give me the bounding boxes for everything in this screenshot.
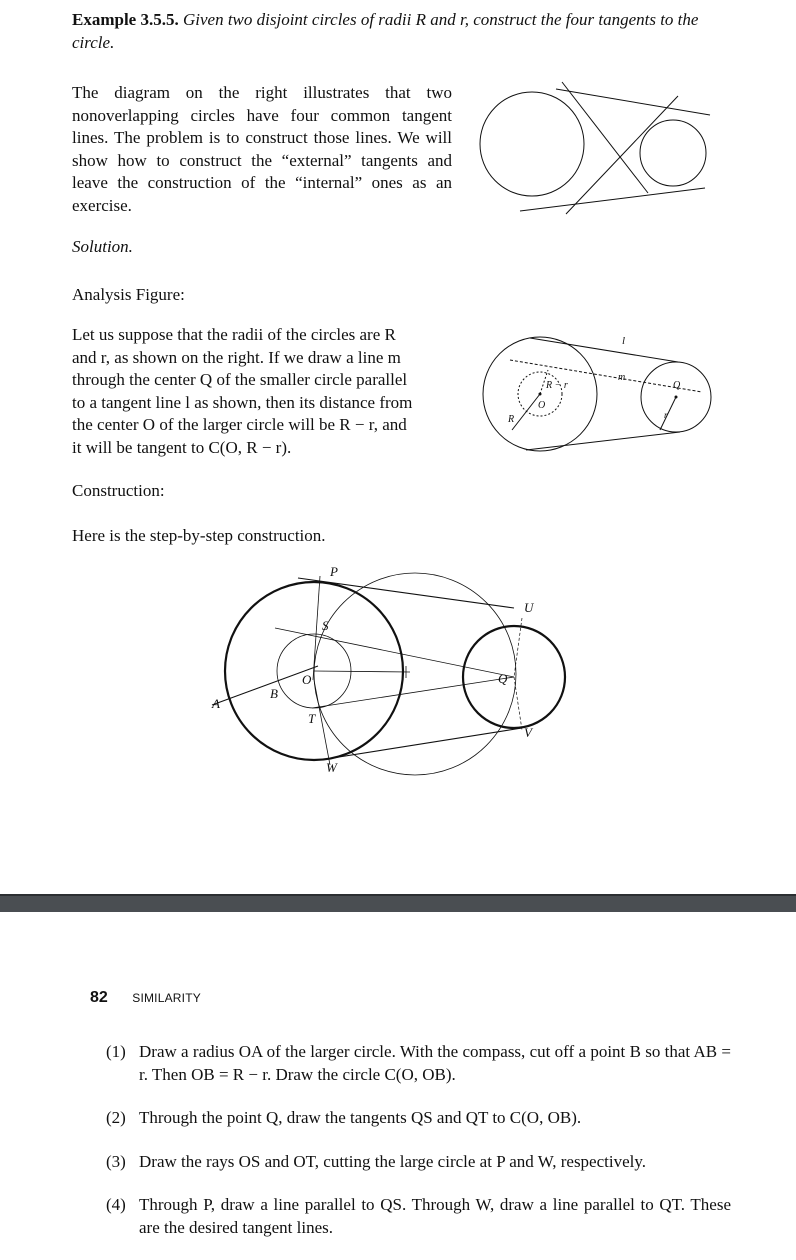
tangent-through-W <box>320 728 522 760</box>
solution-heading: Solution. <box>72 237 133 256</box>
four-tangents-figure <box>470 74 720 224</box>
label-Q: Q <box>673 380 681 391</box>
page-separator <box>0 894 796 914</box>
step-item <box>106 1194 731 1239</box>
step-item <box>106 1041 731 1086</box>
step-number: (4) <box>106 1195 126 1214</box>
label-Q: Q <box>498 671 508 686</box>
label-V: V <box>524 725 532 740</box>
analysis-line: the center O of the larger circle will be R − r, and <box>72 415 407 434</box>
label-A: A <box>212 696 220 711</box>
ray-OS <box>313 576 320 680</box>
small-circle <box>640 120 706 186</box>
label-U: U <box>524 600 534 615</box>
tangent-line-bottom <box>526 432 680 450</box>
label-B: B <box>270 686 278 701</box>
analysis-heading: Analysis Figure: <box>72 285 185 304</box>
external-tangent-bottom <box>520 188 705 211</box>
page-number: 82 <box>90 989 108 1006</box>
construction-heading: Construction: <box>72 481 165 500</box>
step-text: Draw a radius OA of the larger circle. With the compass, cut off a point B so that AB = r. Then OB = R − r. Draw the circle C(O, OB). <box>139 1042 731 1084</box>
step-number: (3) <box>106 1151 126 1171</box>
tangent-QT <box>312 677 514 708</box>
tangent-line-l <box>530 338 678 362</box>
step-number: (2) <box>106 1108 126 1127</box>
step-number: (1) <box>106 1042 126 1061</box>
label-P: P <box>330 564 338 579</box>
label-l: l <box>622 335 626 347</box>
label-T: T <box>308 711 316 726</box>
tangent-through-P <box>298 578 514 608</box>
label-S: S <box>322 618 329 633</box>
example-statement: Given two disjoint circles of radii R and r, construct the four tangents to the circle. <box>72 10 699 52</box>
label-O: O <box>538 400 546 411</box>
internal-tangent-1 <box>562 82 648 193</box>
analysis-line: and r, as shown on the right. If we draw a line m <box>72 347 401 367</box>
label-R: R <box>508 414 515 425</box>
analysis-figure <box>470 322 720 452</box>
analysis-line: Let us suppose that the radii of the circles are R <box>72 325 396 344</box>
label-W: W <box>326 760 337 775</box>
label-R-minus-r: R − r <box>546 380 568 391</box>
segment-OQ <box>314 671 410 672</box>
label-r: r <box>664 410 668 420</box>
analysis-paragraph <box>72 324 452 459</box>
construction-figure <box>200 560 580 780</box>
step-text: Through the point Q, draw the tangents QS and QT to C(O, OB). <box>139 1108 582 1127</box>
label-O: O <box>302 672 312 687</box>
ray-OT <box>314 680 330 765</box>
analysis-line: it will be tangent to C(O, R − r). <box>72 437 292 457</box>
large-circle <box>480 92 584 196</box>
example-title <box>72 8 712 54</box>
analysis-line: to a tangent line l as shown, then its distance from <box>72 392 413 412</box>
analysis-line: through the center Q of the smaller circle parallel <box>72 370 408 389</box>
example-label: Example 3.5.5. <box>72 10 179 29</box>
radius-r <box>660 397 676 430</box>
running-head: SIMILARITY <box>132 991 201 1005</box>
center-O-dot <box>539 393 542 396</box>
page-header <box>90 989 201 1007</box>
label-m: m <box>618 372 626 383</box>
construction-intro: Here is the step-by-step construction. <box>72 526 326 545</box>
intro-paragraph: The diagram on the right illustrates that two nonoverlapping circles have four common tangent lines. The problem is to construct those lines. We will show how to construct the “external” tangents and leave the construction of the “internal” ones as an exercise. <box>72 83 452 215</box>
step-item <box>106 1107 731 1130</box>
step-text: Through P, draw a line parallel to QS. Through W, draw a line parallel to QT. These are the desired tangent lines. <box>139 1195 731 1237</box>
construction-steps <box>106 1041 731 1260</box>
step-text: Draw the rays OS and OT, cutting the large circle at P and W, respectively. <box>139 1151 647 1171</box>
step-item <box>106 1151 731 1174</box>
radius-R <box>512 394 540 430</box>
center-Q-dot <box>675 396 678 399</box>
external-tangent-top <box>556 89 710 115</box>
